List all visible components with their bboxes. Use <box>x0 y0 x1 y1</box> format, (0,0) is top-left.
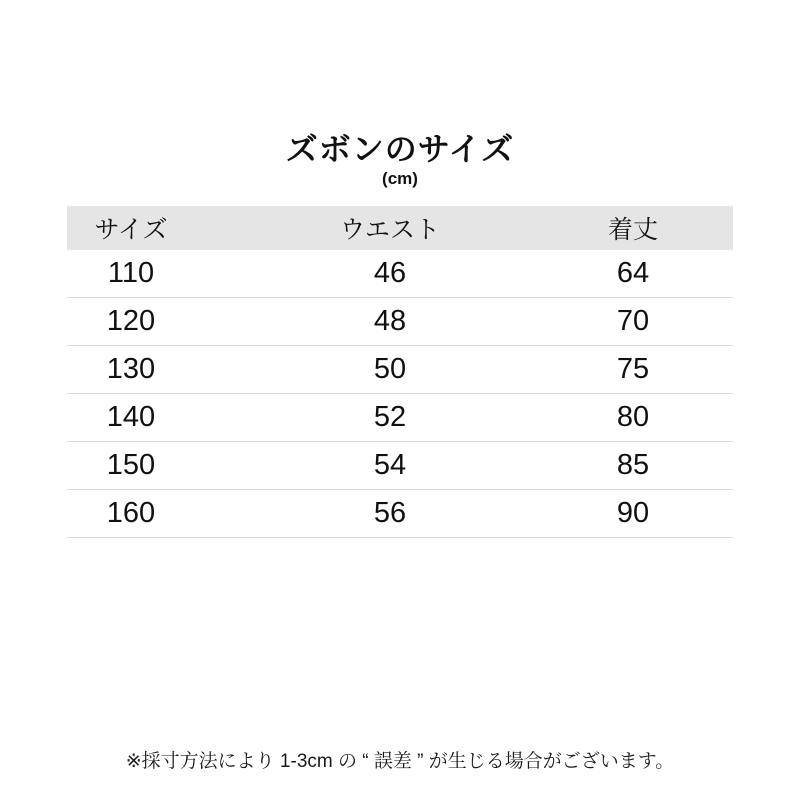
waist-value: 52 <box>373 401 407 433</box>
size-value: 130 <box>106 353 156 385</box>
measurement-note: ※採寸方法により 1-3cm の “ 誤差 ” が生じる場合がございます。 <box>125 751 675 772</box>
page-title: ズボンのサイズ <box>285 131 515 167</box>
table-row <box>67 250 733 298</box>
column-header-waist: ウエスト <box>339 216 440 244</box>
table-row <box>67 490 733 538</box>
size-value: 150 <box>106 449 156 481</box>
table-row <box>67 346 733 394</box>
waist-value: 50 <box>373 353 407 385</box>
length-value: 80 <box>616 401 650 433</box>
column-header-size: サイズ <box>94 216 168 244</box>
table-header-row <box>67 206 733 250</box>
waist-value: 54 <box>373 449 407 481</box>
size-table <box>67 206 733 538</box>
table-row <box>67 442 733 490</box>
size-value: 110 <box>107 257 155 289</box>
length-value: 64 <box>616 257 650 289</box>
size-value: 120 <box>106 305 156 337</box>
waist-value: 46 <box>373 257 407 289</box>
table-row <box>67 394 733 442</box>
waist-value: 56 <box>373 497 407 529</box>
unit-label: (cm) <box>382 169 418 188</box>
column-header-length: 着丈 <box>607 216 658 244</box>
size-value: 140 <box>106 401 156 433</box>
table-row <box>67 298 733 346</box>
waist-value: 48 <box>373 305 407 337</box>
length-value: 70 <box>616 305 650 337</box>
size-value: 160 <box>106 497 156 529</box>
length-value: 90 <box>616 497 650 529</box>
length-value: 85 <box>616 449 650 481</box>
length-value: 75 <box>616 353 650 385</box>
